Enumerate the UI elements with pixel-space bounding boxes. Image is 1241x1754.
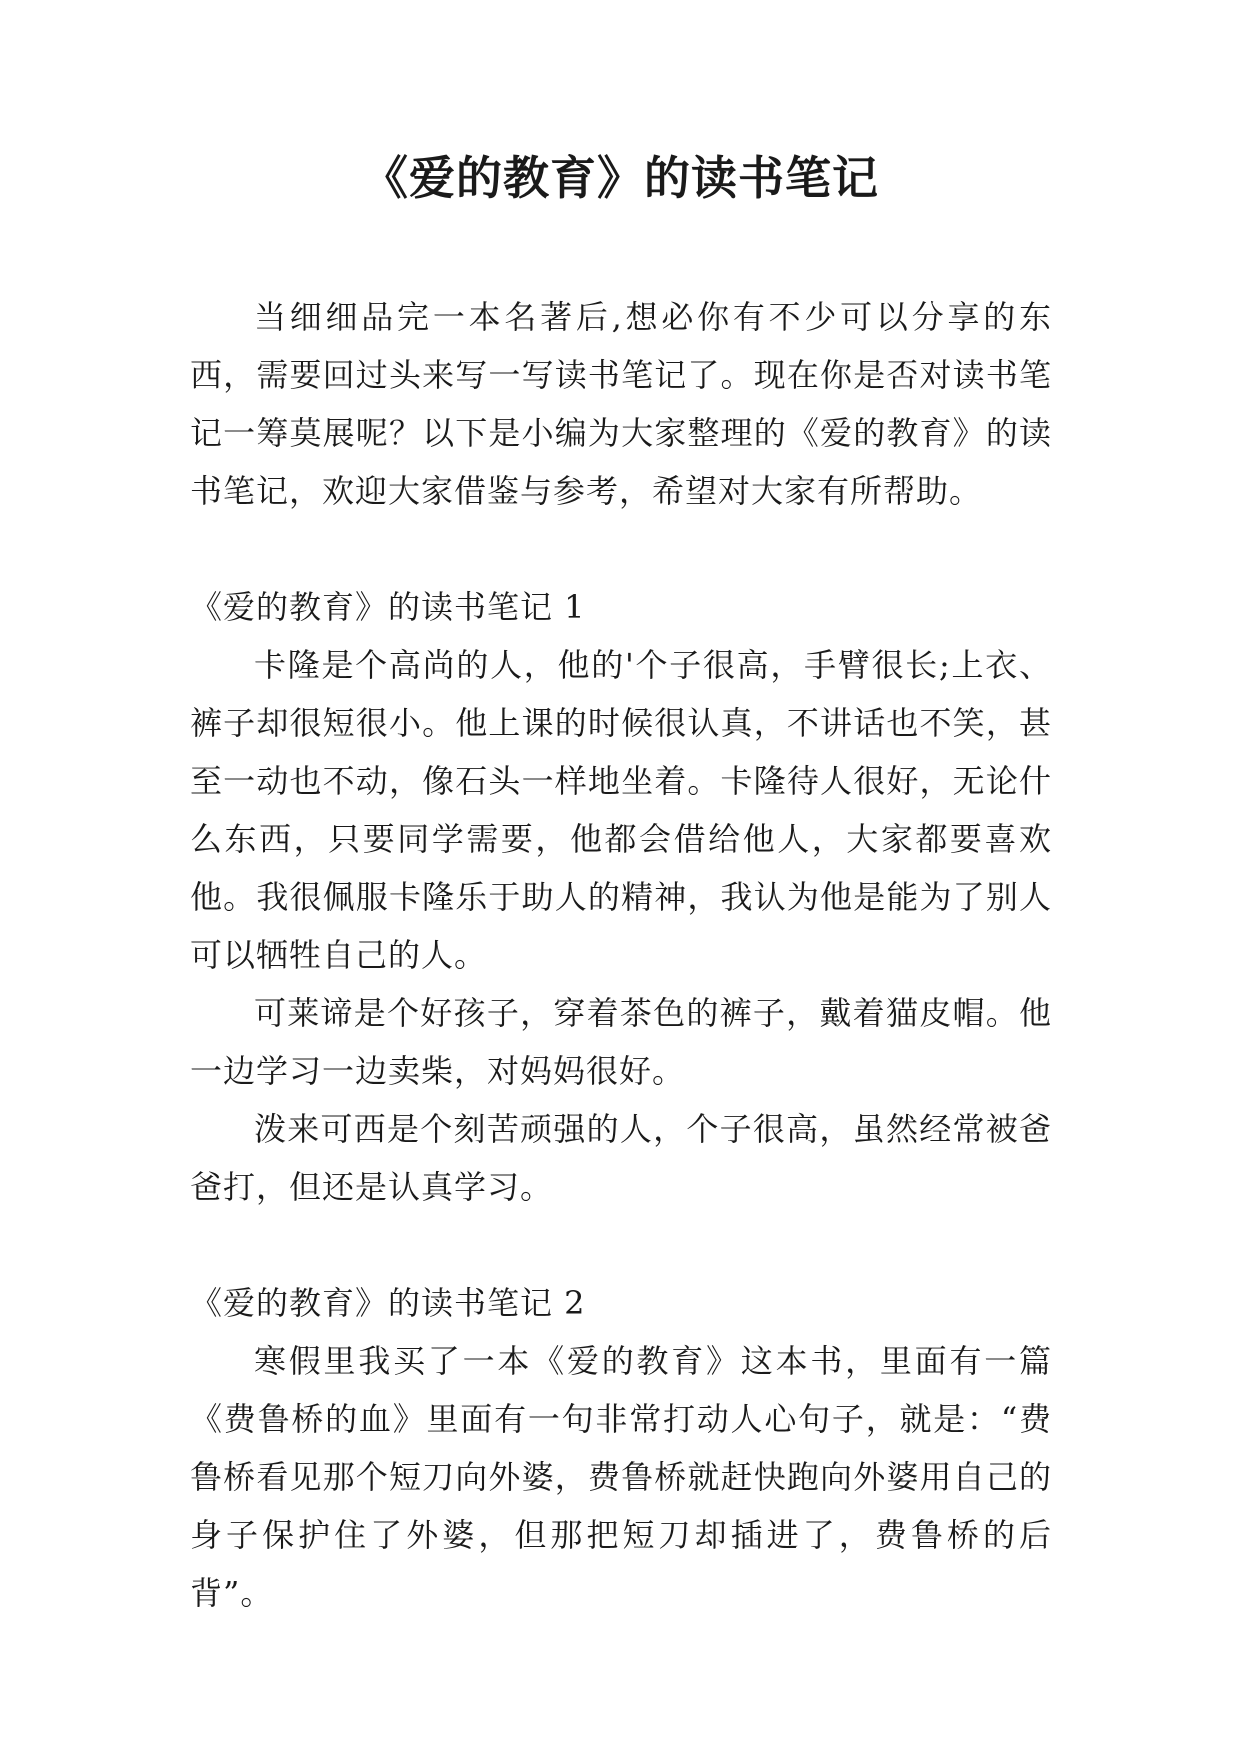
body-paragraph: 卡隆是个高尚的人，他的'个子很高，手臂很长;上衣、裤子却很短很小。他上课的时候很认真，不讲话也不笑，甚至一动也不动，像石头一样地坐着。卡隆待人很好，无论什么东西，只要同学需要，他都会借给他人，大家都要喜欢他。我很佩服卡隆乐于助人的精神，我认为他是能为了别人可以牺牲自己的人。: [190, 646, 1052, 974]
body-paragraph: 可莱谛是个好孩子，穿着茶色的裤子，戴着猫皮帽。他一边学习一边卖柴，对妈妈很好。: [190, 994, 1052, 1090]
section-heading: 《爱的教育》的读书笔记 1: [190, 588, 586, 626]
section-spacer: [190, 1216, 1052, 1274]
document-title: 《爱的教育》的读书笔记: [362, 151, 879, 205]
section-2: [190, 1274, 1052, 1622]
document-body: [190, 288, 1052, 1622]
body-paragraph: 寒假里我买了一本《爱的教育》这本书，里面有一篇《费鲁桥的血》里面有一句非常打动人心句子，就是：“费鲁桥看见那个短刀向外婆，费鲁桥就赶快跑向外婆用自己的身子保护住了外婆，但那把短刀却插进了，费鲁桥的后背”。: [190, 1342, 1052, 1612]
section-spacer: [190, 520, 1052, 578]
body-paragraph: 泼来可西是个刻苦顽强的人，个子很高，虽然经常被爸爸打，但还是认真学习。: [190, 1110, 1052, 1206]
section-1: [190, 578, 1052, 1216]
intro-paragraph: 当细细品完一本名著后,想必你有不少可以分享的东西，需要回过头来写一写读书笔记了。现在你是否对读书笔记一筹莫展呢？以下是小编为大家整理的《爱的教育》的读书笔记，欢迎大家借鉴与参考，希望对大家有所帮助。: [190, 298, 1052, 510]
section-heading: 《爱的教育》的读书笔记 2: [190, 1284, 586, 1322]
